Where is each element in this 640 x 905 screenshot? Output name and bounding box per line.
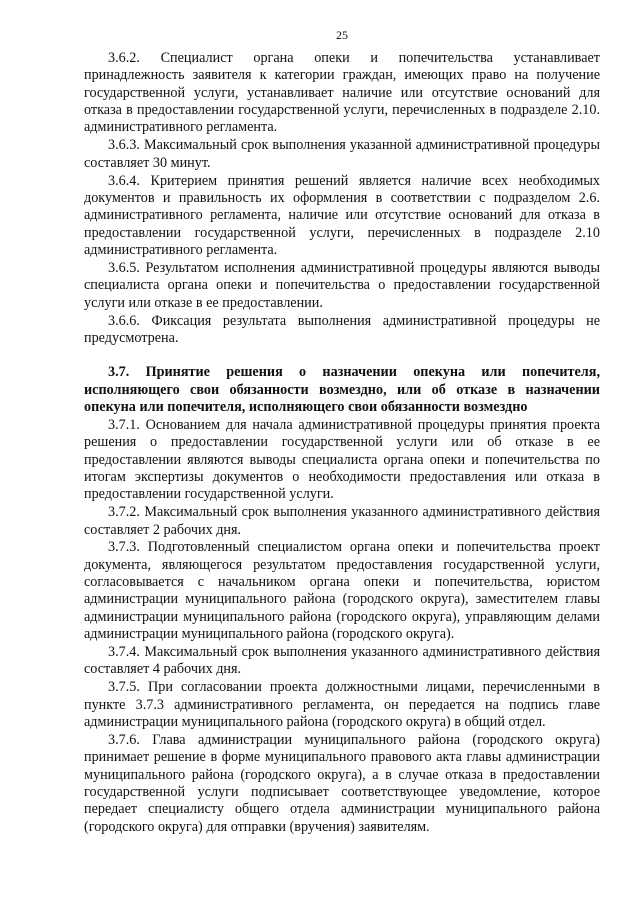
paragraph-3-6-3: 3.6.3. Максимальный срок выполнения указанной административной процедуры составляет 30 минут. — [84, 137, 600, 171]
paragraph-3-7-6: 3.7.6. Глава администрации муниципального района (городского округа) принимает решение в форме муниципального правового акта главы администрации муниципального района (городского округа), а в случае отказа в предоставлении государственной услуги подписывает соответствующее уведомление, которое передает специалисту общего отдела администрации муниципального района (городского округа) для отправки (вручения) заявителям. — [84, 732, 600, 835]
paragraph-3-7-3: 3.7.3. Подготовленный специалистом органа опеки и попечительства проект документа, являющегося результатом предоставления государственной услуги, согласовывается с начальником органа опеки и попечительства, юристом администрации муниципального района (городского округа), заместителем главы администрации муниципального района (городского округа), управляющим делами администрации муниципального района (городского округа). — [84, 539, 600, 643]
paragraph-3-7-2: 3.7.2. Максимальный срок выполнения указанного административного действия составляет 2 рабочих дня. — [84, 504, 600, 538]
paragraph-3-6-5: 3.6.5. Результатом исполнения административной процедуры являются выводы специалиста органа опеки и попечительства о предоставлении государственной услуги или отказе в ее предоставлении. — [84, 259, 600, 311]
paragraph-3-6-6: 3.6.6. Фиксация результата выполнения административной процедуры не предусмотрена. — [84, 312, 600, 346]
paragraph-3-6-4: 3.6.4. Критерием принятия решений является наличие всех необходимых документов и правильность их оформления в соответствии с подразделом 2.6. административного регламента, наличие или отсутствие оснований для отказа в предоставлении государственной услуги, перечисленных в подразделе 2.10 административного регламента. — [84, 172, 600, 258]
paragraph-3-6-2: 3.6.2. Специалист органа опеки и попечительства устанавливает принадлежность заявителя к категории граждан, имеющих право на получение государственной услуги, устанавливает наличие или отсутствие оснований для отказа в предоставлении государственной услуги, перечисленных в подразделе 2.10. административного регламента. — [84, 50, 600, 136]
section-heading-3-7: 3.7. Принятие решения о назначении опекуна или попечителя, исполняющего свои обязанности возмездно, или об отказе в назначении опекуна или попечителя, исполняющего свои обязанности возмездно — [84, 364, 600, 415]
paragraph-3-7-5: 3.7.5. При согласовании проекта должностными лицами, перечисленными в пункте 3.7.3 административного регламента, он передается на подпись главе администрации муниципального района (городского округа) в общий отдел. — [84, 679, 600, 731]
paragraph-3-7-4: 3.7.4. Максимальный срок выполнения указанного административного действия составляет 4 рабочих дня. — [84, 644, 600, 678]
paragraph-3-7-1: 3.7.1. Основанием для начала административной процедуры принятия проекта решения о предоставлении государственной услуги или об отказе в ее предоставлении являются выводы специалиста органа опеки и попечительства по итогам экспертизы документов о необходимости предоставления или отказа в предоставлении государственной услуги. — [84, 416, 600, 503]
page-number: 25 — [336, 28, 348, 42]
